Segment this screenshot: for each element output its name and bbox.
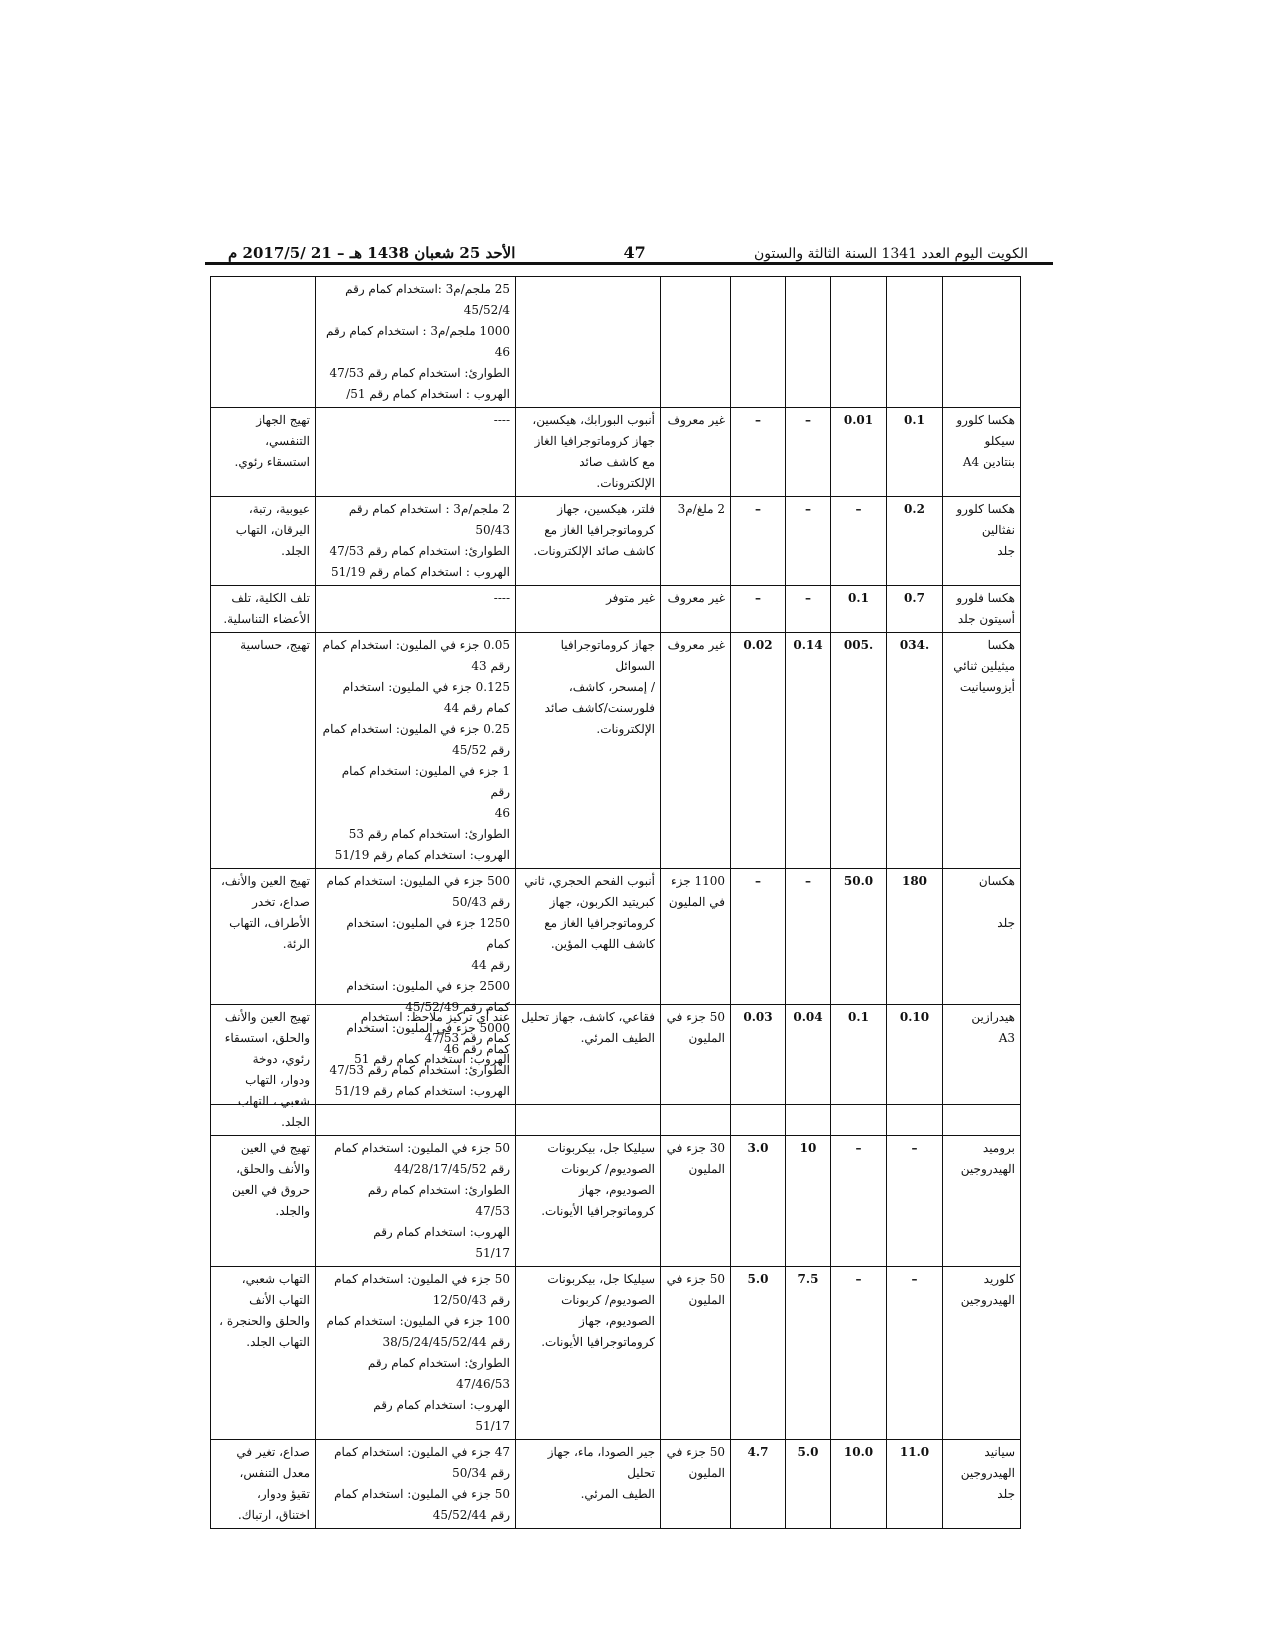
cell-line: الطوارئ: استخدام كمام رقم 47/53 [329, 366, 510, 380]
cell-line: التهاب الأنف [249, 1293, 310, 1307]
cell-health-effects [211, 277, 316, 408]
cell-measurement-method [516, 1136, 661, 1267]
cell-line: 47 جزء في المليون: استخدام كمام [334, 1445, 510, 1459]
cell-line: بروميد [982, 1141, 1015, 1155]
cell-line: الجلد. [281, 544, 310, 558]
cell-measurement-method [516, 586, 661, 633]
cell-line: الهروب: استخدام كمام رقم 51/19 [334, 1084, 510, 1098]
cell-line: 50/43 [475, 523, 510, 537]
page-header [228, 234, 1028, 262]
cell-idlh: 1100 جزء في المليون [661, 869, 731, 1105]
cell-line: كبريتيد الكربون، جهاز [549, 895, 655, 909]
cell-line: جهاز كروماتوجرافيا الغاز [534, 434, 655, 448]
cell-line: الإلكترونات. [596, 722, 655, 736]
cell-line: كمام رقم 46 [443, 1042, 510, 1056]
table-row [211, 408, 1021, 497]
cell-value-2: 0.01 [831, 408, 887, 497]
cell-line: كاشف اللهب المؤين. [550, 937, 655, 951]
cell-line: 2 ملجم/م3 : استخدام كمام رقم [348, 502, 510, 516]
cell-value-4: 5.0 [731, 1267, 786, 1440]
cell-measurement-method [516, 1005, 661, 1136]
cell-line: الإلكترونات. [596, 476, 655, 490]
cell-line: أنبوب الفحم الحجري، ثاني [524, 874, 655, 888]
cell-value-3: 0.14 [786, 633, 831, 869]
cell-line: عند أي تركيز ملاحظ: استخدام [360, 1010, 510, 1024]
cell-respirator-limits [316, 1440, 516, 1529]
cell-line: تقيؤ ودوار، [257, 1487, 310, 1501]
cell-line: هكسا فلورو [956, 591, 1015, 605]
cell-line: ---- [493, 591, 510, 605]
cell-line: تلف الكلية، تلف [231, 591, 310, 605]
cell-line: الأعضاء التناسلية. [223, 612, 310, 626]
header-day-hijri: الأحد 25 شعبان 1438 هـ [349, 244, 516, 262]
cell-value-3: – [786, 408, 831, 497]
cell-respirator-limits [316, 408, 516, 497]
cell-line: هكسا كلورو [956, 502, 1015, 516]
cell-value-2: 50.0 [831, 869, 887, 1105]
cell-line: بنتادين A4 [962, 455, 1015, 469]
cell-line: جلد [997, 544, 1015, 558]
cell-line: فقاعي، كاشف، جهاز تحليل [521, 1010, 655, 1024]
cell-line: الصوديوم/ كربونات [561, 1293, 655, 1307]
cell-line: معدل التنفس، [239, 1466, 310, 1480]
cell-health-effects [211, 633, 316, 869]
cell-line: ---- [493, 413, 510, 427]
cell-value-1: 0.10 [887, 1005, 943, 1136]
cell-line: 51/17 [475, 1246, 510, 1260]
cell-respirator-limits [316, 1005, 516, 1136]
cell-health-effects [211, 586, 316, 633]
cell-value-4: 0.02 [731, 633, 786, 869]
cell-value-1: 0.1 [887, 408, 943, 497]
cell-line: الطوارئ: استخدام كمام رقم 47/53 [329, 1063, 510, 1077]
cell-line: التنفسي، [265, 434, 310, 448]
cell-respirator-limits [316, 633, 516, 869]
cell-value-3: – [786, 497, 831, 586]
cell-line: استسقاء رئوي. [234, 455, 310, 469]
cell-line: نفثالين [981, 523, 1015, 537]
cell-line: عيوبية، رتبة، [248, 502, 310, 516]
cell-value-2: 0.1 [831, 586, 887, 633]
cell-line: الهيدروجين [960, 1466, 1015, 1480]
cell-line: رقم 45/52/44 [432, 1508, 510, 1522]
cell-line: اختناق، ارتباك. [237, 1508, 310, 1522]
cell-health-effects [211, 408, 316, 497]
cell-line: رئوي، دوخة [252, 1052, 310, 1066]
cell-line: الرئة. [282, 937, 310, 951]
cell-measurement-method [516, 1267, 661, 1440]
cell-value-1: 180 [887, 869, 943, 1105]
cell-line: أنبوب البورابك، هيكسين، [532, 413, 655, 427]
chemicals-table-1 [210, 276, 1021, 1105]
cell-line: 50 جزء في المليون: استخدام كمام [334, 1141, 510, 1155]
cell-idlh: غير معروف [661, 586, 731, 633]
cell-line: الطوارئ: استخدام كمام رقم 47/53 [329, 544, 510, 558]
cell-measurement-method [516, 1440, 661, 1529]
cell-line: الطيف المرئي. [580, 1031, 655, 1045]
cell-value-3: 0.04 [786, 1005, 831, 1136]
cell-line: والأنف والحلق، [236, 1162, 310, 1176]
cell-value-1: – [887, 1136, 943, 1267]
cell-line: تهيج العين والأنف [224, 1010, 310, 1024]
cell-line: سيليكا جل، بيكربونات [547, 1141, 655, 1155]
cell-line: 100 جزء في المليون: استخدام كمام [326, 1314, 510, 1328]
cell-line: تهيج في العين [240, 1141, 310, 1155]
cell-value-1: 11.0 [887, 1440, 943, 1529]
page-number: 47 [623, 243, 646, 262]
cell-line: / إمسحر، كاشف، [568, 680, 655, 694]
cell-value-4: – [731, 497, 786, 586]
cell-line: الطوارئ: استخدام كمام رقم [367, 1356, 510, 1370]
cell-idlh: 50 جزء في المليون [661, 1005, 731, 1136]
cell-line: الصوديوم، جهاز [579, 1314, 655, 1328]
cell-idlh: غير معروف [661, 633, 731, 869]
cell-line: رقم 38/5/24/45/52/44 [382, 1335, 510, 1349]
cell-value-3: 10 [786, 1136, 831, 1267]
cell-line: رقم 43 [471, 659, 510, 673]
cell-line: 500 جزء في المليون: استخدام كمام [326, 874, 510, 888]
header-rule [205, 262, 1053, 265]
cell-chemical-name [943, 408, 1021, 497]
cell-line: 2500 جزء في المليون: استخدام [346, 979, 510, 993]
cell-health-effects [211, 1267, 316, 1440]
cell-line: أسيتون جلد [957, 612, 1015, 626]
cell-idlh [661, 277, 731, 408]
table-row [211, 497, 1021, 586]
cell-line: رقم 50/34 [452, 1466, 510, 1480]
cell-line: الطيف المرئي. [580, 1487, 655, 1501]
cell-respirator-limits [316, 497, 516, 586]
cell-measurement-method [516, 408, 661, 497]
cell-line: رقم 50/43 [452, 895, 510, 909]
cell-line: هكسا كلورو [956, 413, 1015, 427]
cell-chemical-name [943, 1005, 1021, 1136]
table-row [211, 586, 1021, 633]
cell-value-4: 4.7 [731, 1440, 786, 1529]
cell-health-effects [211, 1136, 316, 1267]
cell-line: الهروب: استخدام كمام رقم 51 [354, 1052, 510, 1066]
table-row [211, 277, 1021, 408]
cell-line: 5000 جزء في المليون: استخدام [346, 1021, 510, 1035]
cell-idlh: 30 جزء في المليون [661, 1136, 731, 1267]
cell-line: الهروب: استخدام كمام رقم [373, 1225, 510, 1239]
cell-chemical-name [943, 1136, 1021, 1267]
table-row [211, 633, 1021, 869]
cell-line: كروماتوجرافيا الغاز مع [544, 916, 655, 930]
cell-line: صداع، تخدر [252, 895, 310, 909]
cell-line: الجلد. [281, 1115, 310, 1129]
cell-line: جير الصودا، ماء، جهاز تحليل [547, 1445, 655, 1480]
cell-line: هيدرازين [971, 1010, 1015, 1024]
cell-line: A3 [998, 1031, 1015, 1045]
cell-line: والحلق، استسقاء [224, 1031, 310, 1045]
cell-line [948, 892, 1015, 913]
cell-value-2: 0.1 [831, 1005, 887, 1136]
cell-line: الهروب : استخدام كمام رقم 51/19 [330, 565, 510, 579]
cell-measurement-method [516, 633, 661, 869]
cell-line: شعبي ، التهاب [237, 1094, 310, 1108]
cell-respirator-limits [316, 1267, 516, 1440]
header-date-gregorian: الأحد 25 شعبان 1438 هـ – 21 /2017/5 م [228, 244, 516, 262]
cell-value-4: 3.0 [731, 1136, 786, 1267]
cell-line: جلد [997, 1487, 1015, 1501]
cell-value-1: .034 [887, 633, 943, 869]
cell-line: جهاز كروماتوجرافيا السوائل [560, 638, 655, 673]
cell-idlh: غير معروف [661, 408, 731, 497]
cell-line: مع كاشف صائد [579, 455, 655, 469]
cell-line: غير متوفر [606, 591, 655, 605]
cell-line: فلورسنت/كاشف صائد [544, 701, 655, 715]
cell-value-2: – [831, 1267, 887, 1440]
cell-measurement-method [516, 277, 661, 408]
table-row [211, 1440, 1021, 1529]
cell-line: 50 جزء في المليون: استخدام كمام [334, 1487, 510, 1501]
cell-line: 47/53 [475, 1204, 510, 1218]
cell-line: 0.25 جزء في المليون: استخدام كمام [322, 722, 510, 736]
cell-value-3: – [786, 586, 831, 633]
cell-line: فلتر، هيكسين، جهاز [557, 502, 655, 516]
cell-line: سيكلو [984, 434, 1015, 448]
cell-line: هكسا [987, 638, 1015, 652]
cell-line: تهيج، حساسية [240, 638, 310, 652]
cell-line: رقم 44 [471, 958, 510, 972]
cell-line: التهاب شعبي، [241, 1272, 310, 1286]
cell-line: 1000 ملجم/م3 : استخدام كمام رقم [326, 324, 510, 338]
cell-value-3 [786, 277, 831, 408]
cell-value-2 [831, 277, 887, 408]
cell-value-2: – [831, 497, 887, 586]
cell-line: كلوريد [983, 1272, 1015, 1286]
cell-line: 50 جزء في المليون: استخدام كمام [334, 1272, 510, 1286]
cell-line: 51/17 [475, 1419, 510, 1433]
cell-line: والجلد. [275, 1204, 310, 1218]
cell-line: كروماتوجرافيا الأيونات. [541, 1204, 655, 1218]
cell-respirator-limits [316, 1136, 516, 1267]
chemicals-table-2 [210, 1004, 1021, 1529]
cell-value-1: 0.7 [887, 586, 943, 633]
cell-chemical-name [943, 497, 1021, 586]
cell-line: الهيدروجين [960, 1293, 1015, 1307]
cell-line: رقم 45/52 [452, 743, 510, 757]
cell-line: كمام رقم 45/52/49 [405, 1000, 510, 1014]
cell-line: ودوار، التهاب [245, 1073, 310, 1087]
cell-line: جلد [997, 916, 1015, 930]
cell-line: 45/52/4 [463, 303, 510, 317]
cell-value-1: 0.2 [887, 497, 943, 586]
cell-line: كاشف صائد الإلكترونات. [533, 544, 655, 558]
cell-line: سيليكا جل، بيكربونات [547, 1272, 655, 1286]
cell-line: رقم 44/28/17/45/52 [394, 1162, 510, 1176]
cell-line: 0.05 جزء في المليون: استخدام كمام [322, 638, 510, 652]
cell-line: سيانيد [984, 1445, 1015, 1459]
table-row [211, 1267, 1021, 1440]
cell-line: كروماتوجرافيا الغاز مع [544, 523, 655, 537]
cell-line: تهيج العين والأنف، [220, 874, 310, 888]
cell-chemical-name [943, 633, 1021, 869]
cell-respirator-limits [316, 586, 516, 633]
cell-line: الطوارئ: استخدام كمام رقم [367, 1183, 510, 1197]
cell-line: الصوديوم، جهاز [579, 1183, 655, 1197]
cell-value-4 [731, 277, 786, 408]
cell-health-effects [211, 1005, 316, 1136]
cell-idlh: 50 جزء في المليون [661, 1267, 731, 1440]
cell-value-1 [887, 277, 943, 408]
cell-line: 46 [494, 345, 510, 359]
cell-line: الهروب : استخدام كمام رقم 51/ [346, 387, 510, 401]
cell-health-effects [211, 497, 316, 586]
cell-value-4: – [731, 408, 786, 497]
cell-line: هكسان [978, 874, 1015, 888]
cell-chemical-name [943, 277, 1021, 408]
cell-value-3: 7.5 [786, 1267, 831, 1440]
cell-chemical-name [943, 1267, 1021, 1440]
cell-line: الصوديوم/ كربونات [561, 1162, 655, 1176]
cell-line: 25 ملجم/م3 :استخدام كمام رقم [345, 282, 510, 296]
cell-value-4: – [731, 869, 786, 1105]
cell-line: أيزوسيانيت [959, 680, 1015, 694]
cell-idlh: 50 جزء في المليون [661, 1440, 731, 1529]
cell-value-4: – [731, 586, 786, 633]
cell-line: كمام رقم 44 [443, 701, 510, 715]
cell-chemical-name [943, 1440, 1021, 1529]
cell-idlh: 2 ملغ/م3 [661, 497, 731, 586]
cell-line: 46 [494, 806, 510, 820]
cell-line: كروماتوجرافيا الأيونات. [541, 1335, 655, 1349]
cell-chemical-name [943, 586, 1021, 633]
cell-line: الهروب: استخدام كمام رقم 51/19 [334, 848, 510, 862]
cell-value-1: – [887, 1267, 943, 1440]
cell-line: حروق في العين [231, 1183, 310, 1197]
cell-line: التهاب الجلد. [246, 1335, 310, 1349]
cell-line: تهيج الجهاز [256, 413, 310, 427]
cell-line: رقم 12/50/43 [432, 1293, 510, 1307]
publication-title: الكويت اليوم العدد 1341 السنة الثالثة والستون [753, 246, 1028, 262]
cell-respirator-limits [316, 277, 516, 408]
cell-value-4: 0.03 [731, 1005, 786, 1136]
cell-line: الأطراف، التهاب [229, 916, 310, 930]
cell-line: الهيدروجين [960, 1162, 1015, 1176]
cell-line: الطوارئ: استخدام كمام رقم 53 [348, 827, 510, 841]
cell-line: 1 جزء في المليون: استخدام كمام رقم [341, 764, 510, 799]
cell-value-2: .005 [831, 633, 887, 869]
cell-line: صداع، تغير في [236, 1445, 310, 1459]
table-row [211, 1005, 1021, 1136]
cell-health-effects [211, 1440, 316, 1529]
cell-value-2: 10.0 [831, 1440, 887, 1529]
cell-line: الهروب: استخدام كمام رقم [373, 1398, 510, 1412]
table-row [211, 1136, 1021, 1267]
cell-value-2: – [831, 1136, 887, 1267]
cell-value-3: 5.0 [786, 1440, 831, 1529]
cell-measurement-method [516, 497, 661, 586]
cell-line: والحلق والحنجرة ، [219, 1314, 310, 1328]
cell-line: اليرقان، التهاب [235, 523, 310, 537]
cell-line: 0.125 جزء في المليون: استخدام [342, 680, 510, 694]
cell-line: كمام رقم 47/53 [424, 1031, 510, 1045]
cell-value-3: – [786, 869, 831, 1105]
cell-line: ميثيلين ثنائي [953, 659, 1015, 673]
cell-line: 1250 جزء في المليون: استخدام كمام [346, 916, 510, 951]
cell-line: 47/46/53 [456, 1377, 510, 1391]
